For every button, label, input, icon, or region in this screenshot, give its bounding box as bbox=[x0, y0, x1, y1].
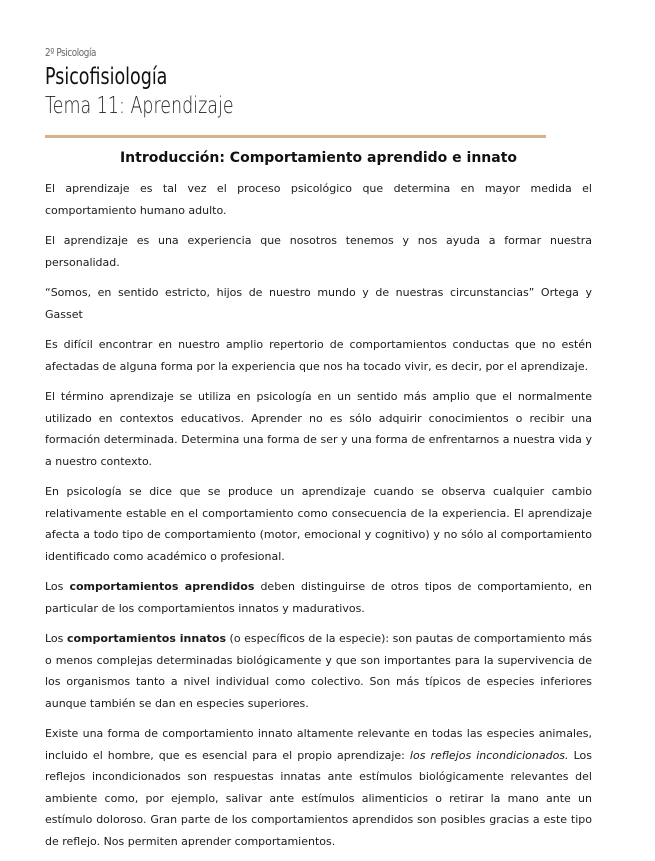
text-run: deben distinguirse de otros tipos de comportamiento, en particular de los comportamientos innatos y madurativos. bbox=[45, 580, 592, 615]
text-run: Los reflejos incondicionados son respuestas innatas ante estímulos biológicamente relevantes del ambiente como, por ejemplo, salivar ante estímulos alimenticios o retirar la mano ante un estímulo doloroso. Gran parte de los comportamientos aprendidos son posibles gracias a este tipo de reflejo. Nos permiten aprender comportamientos. bbox=[45, 748, 592, 848]
paragraph: El aprendizaje es tal vez el proceso psicológico que determina en mayor medida el comportamiento humano adulto. bbox=[45, 182, 592, 217]
paragraph bbox=[45, 576, 592, 619]
text-run: Los bbox=[45, 580, 70, 593]
bold-term: comportamientos aprendidos bbox=[69, 580, 255, 593]
subject-title: Psicofisiología bbox=[45, 64, 168, 90]
italic-term: los reflejos incondicionados. bbox=[409, 748, 569, 762]
header-divider bbox=[45, 135, 546, 138]
section-heading: Introducción: Comportamiento aprendido e innato bbox=[119, 150, 518, 166]
text-run: (o específicos de la especie): son pautas de comportamiento más o menos complejas determinadas biológicamente y que son importantes para la supervivencia de los organismos tanto a nivel individual como colectivo. Son más típicos de especies inferiores aunque también se dan en especies superiores. bbox=[45, 632, 592, 710]
topic-title: Tema 11: Aprendizaje bbox=[45, 93, 234, 119]
paragraph bbox=[45, 628, 592, 714]
document-body bbox=[45, 178, 592, 861]
paragraph: Es difícil encontrar en nuestro amplio repertorio de comportamientos conductas que no estén afectadas de alguna forma por la experiencia que nos ha tocado vivir, es decir, por el aprendizaje. bbox=[45, 338, 592, 373]
paragraph: El aprendizaje es una experiencia que nosotros tenemos y nos ayuda a formar nuestra personalidad. bbox=[45, 234, 592, 269]
paragraph: En psicología se dice que se produce un aprendizaje cuando se observa cualquier cambio relativamente estable en el comportamiento como consecuencia de la experiencia. El aprendizaje afecta a todo tipo de comportamiento (motor, emocional y cognitivo) y no sólo al comportamiento identificado como académico o profesional. bbox=[45, 485, 592, 563]
bold-term: comportamientos innatos bbox=[66, 632, 226, 645]
paragraph: El término aprendizaje se utiliza en psicología en un sentido más amplio que el normalmente utilizado en contextos educativos. Aprender no es sólo adquirir conocimientos o recibir una formación determinada. Determina una forma de ser y una forma de enfrentarnos a nuestra vida y a nuestro contexto. bbox=[45, 390, 592, 468]
text-run: Los bbox=[45, 632, 67, 645]
paragraph bbox=[45, 723, 592, 852]
text-run: Existe una forma de comportamiento innato altamente relevante en todas las especies animales, incluido el hombre, que es esencial para el propio aprendizaje: bbox=[45, 727, 592, 762]
course-label: 2º Psicología bbox=[45, 46, 96, 59]
quote-paragraph: “Somos, en sentido estricto, hijos de nuestro mundo y de nuestras circunstancias” Ortega y Gasset bbox=[45, 286, 592, 321]
